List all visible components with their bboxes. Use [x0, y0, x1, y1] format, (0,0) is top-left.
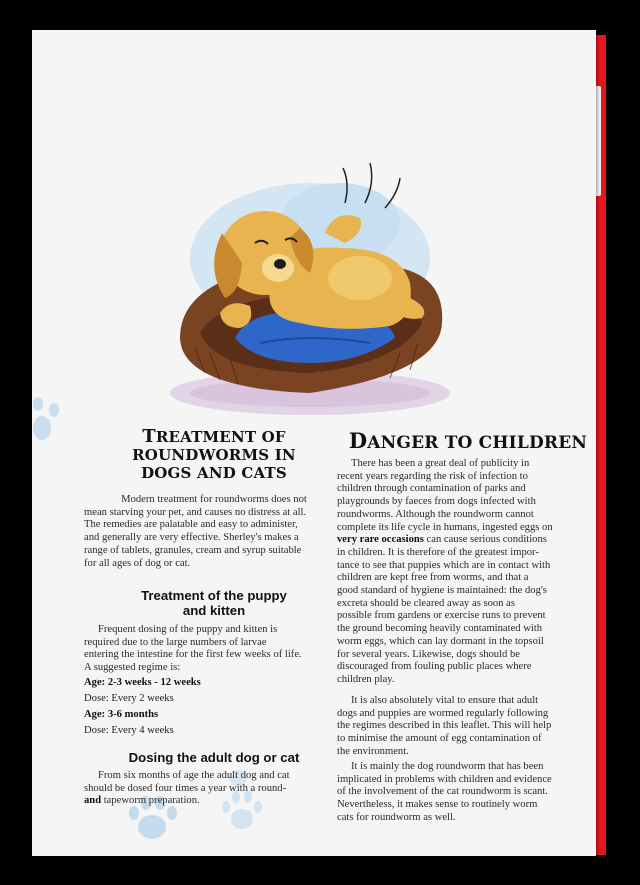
bold-text: very rare occasions	[337, 534, 424, 546]
text-line	[337, 534, 599, 547]
intro-paragraph	[84, 494, 344, 570]
text-line: required due to the large numbers of larvae	[84, 636, 267, 648]
danger-paragraph-2	[337, 695, 599, 759]
heading-text: REATMENT OF	[155, 428, 286, 446]
puppy-kitten-subheading	[84, 588, 344, 618]
puppy-in-basket-illustration	[160, 148, 460, 430]
text-line: good standard of hygiene is maintained: the dog's	[337, 585, 547, 597]
text-line: playgrounds by faeces from dogs infected with	[337, 496, 536, 508]
text-line: complete its life cycle in humans, ingested eggs on	[337, 521, 553, 533]
text-line: worm eggs, which can lay dormant in the topsoil	[337, 635, 544, 647]
text-line: children are kept free from worms, and that a	[337, 572, 529, 584]
text-line: of the involvement of the cat roundworm is scant.	[337, 786, 548, 798]
regime-age: Age: 2-3 weeks - 12 weeks	[84, 677, 201, 688]
subheading-line: Treatment of the puppy	[141, 588, 287, 603]
text-line: A suggested regime is:	[84, 662, 181, 674]
puppy-kitten-paragraph	[84, 624, 344, 675]
text-line	[84, 795, 344, 808]
adult-dosing-subheading	[84, 750, 344, 765]
text-line: children through contamination of parks and	[337, 483, 526, 495]
paw-print-icon	[28, 390, 68, 450]
text-line: should be dosed four times a year with a round-	[84, 782, 287, 794]
text-line: in children. It is therefore of the greatest impor-	[337, 546, 539, 558]
text-line: roundworms. Although the roundworm cannot	[337, 508, 534, 520]
text-line: entering the intestine for the first few weeks of life.	[84, 649, 302, 661]
text-line: to minimise the amount of egg contamination of	[337, 733, 542, 745]
text-line: Frequent dosing of the puppy and kitten is	[98, 624, 278, 635]
text-line: possible from gardens or exercise runs to prevent	[337, 610, 546, 622]
text-line: implicated in problems with children and evidence	[337, 773, 552, 785]
text-line: the ground becoming heavily contaminated with	[337, 623, 543, 635]
text-line: tance to see that puppies which are in contact with	[337, 559, 551, 571]
text-line: cats for roundworm as well.	[337, 811, 456, 823]
text-line: Modern treatment for roundworms does not	[121, 494, 307, 505]
regime-dose: Dose: Every 2 weeks	[84, 693, 174, 704]
text-line: range of tablets, granules, cream and syrup suitable	[84, 544, 302, 556]
heading-capital: D	[348, 428, 368, 453]
danger-paragraph-1	[337, 458, 599, 687]
dosing-regime	[84, 675, 344, 739]
text-line: It is also absolutely vital to ensure that adult	[351, 695, 539, 706]
heading-capital: T	[142, 426, 156, 447]
text-fragment: can cause serious conditions	[423, 534, 547, 546]
text-line: dogs and puppies are wormed regularly following	[337, 707, 549, 719]
text-line: the regimes described in this leaflet. This will help	[337, 720, 552, 732]
text-line: excreta should be cleared away as soon as	[337, 597, 515, 609]
subheading-line: Dosing the adult dog or cat	[128, 750, 300, 765]
text-line: It is mainly the dog roundworm that has been	[351, 761, 544, 772]
heading-text: ANGER TO CHILDREN	[367, 433, 588, 453]
leaflet-page	[32, 30, 596, 856]
heading-text: DOGS AND CATS	[141, 464, 287, 482]
regime-dose: Dose: Every 4 weeks	[84, 725, 174, 736]
text-line: From six months of age the adult dog and cat	[98, 770, 290, 781]
section-heading	[337, 428, 599, 453]
regime-age: Age: 3-6 months	[84, 709, 159, 720]
text-line: and generally are very effective. Sherley's makes a	[84, 532, 299, 544]
text-line: the environment.	[337, 745, 409, 757]
text-line: mean starving your pet, and causes no distress at all.	[84, 506, 307, 518]
text-line: for several years. Likewise, dogs should be	[337, 648, 520, 660]
text-line: for all ages of dog or cat.	[84, 557, 191, 569]
text-line: There has been a great deal of publicity in	[351, 458, 530, 469]
text-line: children play.	[337, 673, 395, 685]
adult-dosing-paragraph	[84, 770, 344, 808]
section-heading	[84, 428, 344, 482]
bold-text: and	[84, 795, 102, 807]
text-fragment: tapeworm preparation.	[101, 795, 200, 807]
subheading-line: and kitten	[182, 603, 246, 618]
text-line: The remedies are palatable and easy to administer,	[84, 519, 298, 531]
heading-text: ROUNDWORMS IN	[132, 446, 296, 464]
danger-paragraph-3	[337, 761, 599, 825]
text-line: Nevertheless, it makes sense to routinely worm	[337, 799, 538, 811]
text-line: recent years regarding the risk of infection to	[337, 470, 528, 482]
text-line: discouraged from fouling public places where	[337, 661, 532, 673]
